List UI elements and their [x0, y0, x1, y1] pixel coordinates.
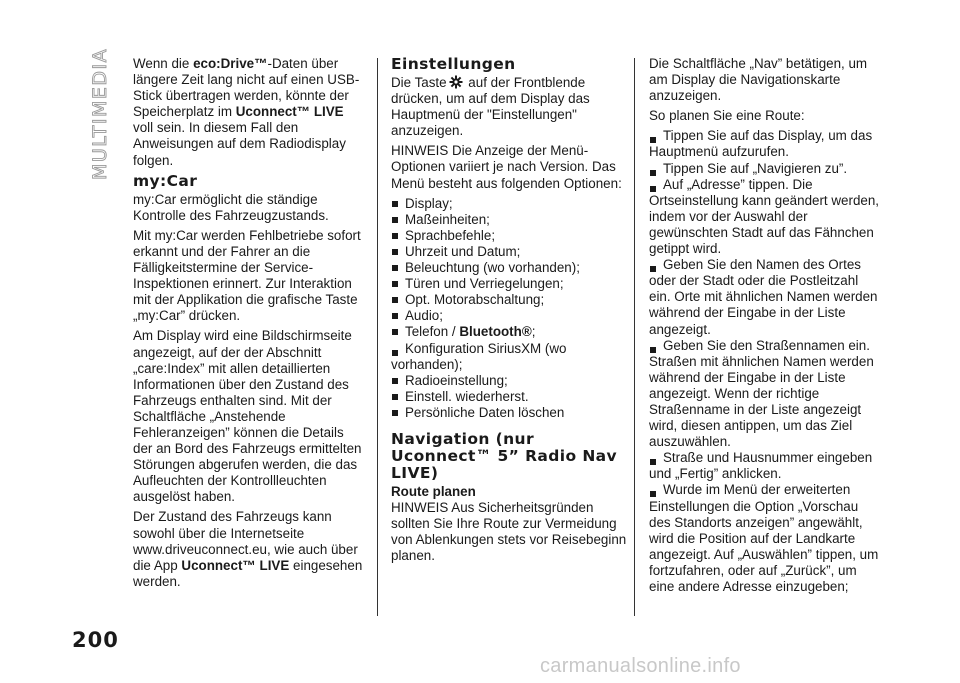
settings-heading: Einstellungen	[391, 55, 516, 73]
bullet-icon	[391, 200, 401, 209]
list-item: Uhrzeit und Datum;	[391, 244, 627, 260]
list-item: Tippen Sie auf das Display, um das Hauptmenü aufzurufen.	[649, 128, 873, 160]
settings-paragraph-1: Die Taste auf der Frontblende drücken, um auf dem Display das Hauptmenü der "Einstellungen" anzuzeigen.	[391, 75, 590, 139]
list-item: Opt. Motorabschaltung;	[391, 292, 627, 308]
list-item: Telefon / Bluetooth®;	[391, 324, 627, 340]
bullet-icon	[391, 409, 401, 418]
settings-gear-icon	[449, 75, 463, 89]
bullet-icon	[649, 185, 659, 194]
bullet-icon	[391, 377, 401, 386]
column-3	[649, 56, 879, 595]
mycar-paragraph-4: Der Zustand des Fahrzeugs kann sowohl über die Internetseite www.driveuconnect.eu, wie auch über die App Uconnect™ LIVE eingesehen werden.	[133, 509, 363, 589]
bullet-icon	[649, 346, 659, 355]
list-item: Einstell. wiederherst.	[391, 389, 627, 405]
settings-paragraph-2: HINWEIS Die Anzeige der Menü-Optionen variiert je nach Version. Das Menü besteht aus folgenden Optionen:	[391, 143, 622, 191]
bullet-icon	[391, 312, 401, 321]
mycar-heading: my:Car	[133, 171, 198, 190]
list-item: Auf „Adresse” tippen. Die Ortseinstellung kann geändert werden, indem vor der Auswahl der gewünschten Stadt auf das Fähnchen getippt wird.	[649, 176, 880, 257]
bullet-icon	[391, 264, 401, 273]
watermark: carmanualsonline.info	[540, 655, 741, 677]
column-1	[133, 56, 363, 594]
bullet-icon	[391, 232, 401, 241]
list-item: Beleuchtung (wo vorhanden);	[391, 260, 627, 276]
route-planning-subheading: Route planen	[391, 483, 476, 499]
bullet-icon	[391, 393, 401, 402]
list-item: Persönliche Daten löschen	[391, 405, 627, 421]
navigation-note: HINWEIS Aus Sicherheitsgründen sollten Sie Ihre Route zur Vermeidung von Ablenkungen stets vor Reisebeginn planen.	[391, 500, 627, 564]
page-number: 200	[72, 628, 119, 652]
list-item: Türen und Verriegelungen;	[391, 276, 627, 292]
column-divider-2	[634, 58, 635, 616]
list-item: Audio;	[391, 308, 627, 324]
column-divider-1	[377, 58, 378, 616]
list-item: Wurde im Menü der erweiterten Einstellungen die Option „Vorschau des Standorts anzeigen” angewählt, wird die Position auf der Landkarte angezeigt. Auf „Auswählen” tippen, um fortzufahren, oder auf „Zurück”, um eine andere Adresse einzugeben;	[649, 482, 879, 594]
bullet-icon	[391, 216, 401, 225]
settings-options-list	[391, 196, 627, 421]
route-steps-list	[649, 128, 879, 595]
bullet-icon	[649, 265, 659, 274]
bullet-icon	[391, 328, 401, 337]
mycar-paragraph-1: my:Car ermöglicht die ständige Kontrolle des Fahrzeugzustands.	[133, 191, 329, 223]
list-item: Radioeinstellung;	[391, 373, 627, 389]
section-side-label-text: MULTIMEDIA	[89, 47, 111, 180]
list-item: Straße und Hausnummer eingeben und „Fertig” anklicken.	[649, 450, 873, 482]
nav-paragraph-2: So planen Sie eine Route:	[649, 108, 805, 124]
bullet-icon	[391, 349, 401, 358]
bullet-icon	[391, 296, 401, 305]
bullet-icon	[649, 490, 659, 499]
list-item: Tippen Sie auf „Navigieren zu”.	[649, 161, 879, 177]
list-item: Display;	[391, 196, 627, 212]
intro-paragraph: Wenn die eco:Drive™-Daten über längere Zeit lang nicht auf einen USB-Stick übertragen werden, könnte der Speicherplatz im Uconnect™ LIVE voll sein. In diesem Fall den Anweisungen auf dem Radiodisplay folgen.	[133, 56, 360, 168]
mycar-paragraph-3: Am Display wird eine Bildschirmseite angezeigt, auf der der Abschnitt „care:Index” mit allen detaillierten Informationen über den Zustand des Fahrzeugs enthalten sind. Mit der Schaltfläche „Anstehende Fehleranzeigen” können die Details der an Bord des Fahrzeugs ermittelten Störungen abgerufen werden, die das Aufleuchten der Kontrollleuchten ausgelöst haben.	[133, 328, 362, 505]
bullet-icon	[649, 136, 659, 145]
navigation-heading: Navigation (nur Uconnect™ 5” Radio Nav LIVE)	[391, 429, 618, 482]
list-item: Sprachbefehle;	[391, 228, 627, 244]
bullet-icon	[391, 280, 401, 289]
nav-paragraph-1: Die Schaltfläche „Nav” betätigen, um am Display die Navigationskarte anzuzeigen.	[649, 56, 868, 104]
list-item: Konfiguration SiriusXM (wo vorhanden);	[391, 340, 567, 372]
section-side-label	[88, 47, 112, 180]
bullet-icon	[649, 458, 659, 467]
bullet-icon	[391, 248, 401, 257]
mycar-paragraph-2: Mit my:Car werden Fehlbetriebe sofort erkannt und der Fahrer an die Fälligkeitstermine der Service-Inspektionen erinnert. Zur Interaktion mit der Applikation die grafische Taste „my:Car” drücken.	[133, 227, 361, 324]
list-item: Geben Sie den Straßennamen ein. Straßen mit ähnlichen Namen werden während der Eingabe in der Liste angezeigt. Wenn der richtige Straßenname in der Liste angezeigt wird, diesen antippen, um das Ziel auszuwählen.	[649, 337, 874, 450]
list-item: Maßeinheiten;	[391, 212, 627, 228]
list-item: Geben Sie den Namen des Ortes oder der Stadt oder die Postleitzahl ein. Orte mit ähnlichen Namen werden während der Eingabe in der Liste angezeigt.	[649, 257, 878, 337]
column-2	[391, 56, 627, 568]
